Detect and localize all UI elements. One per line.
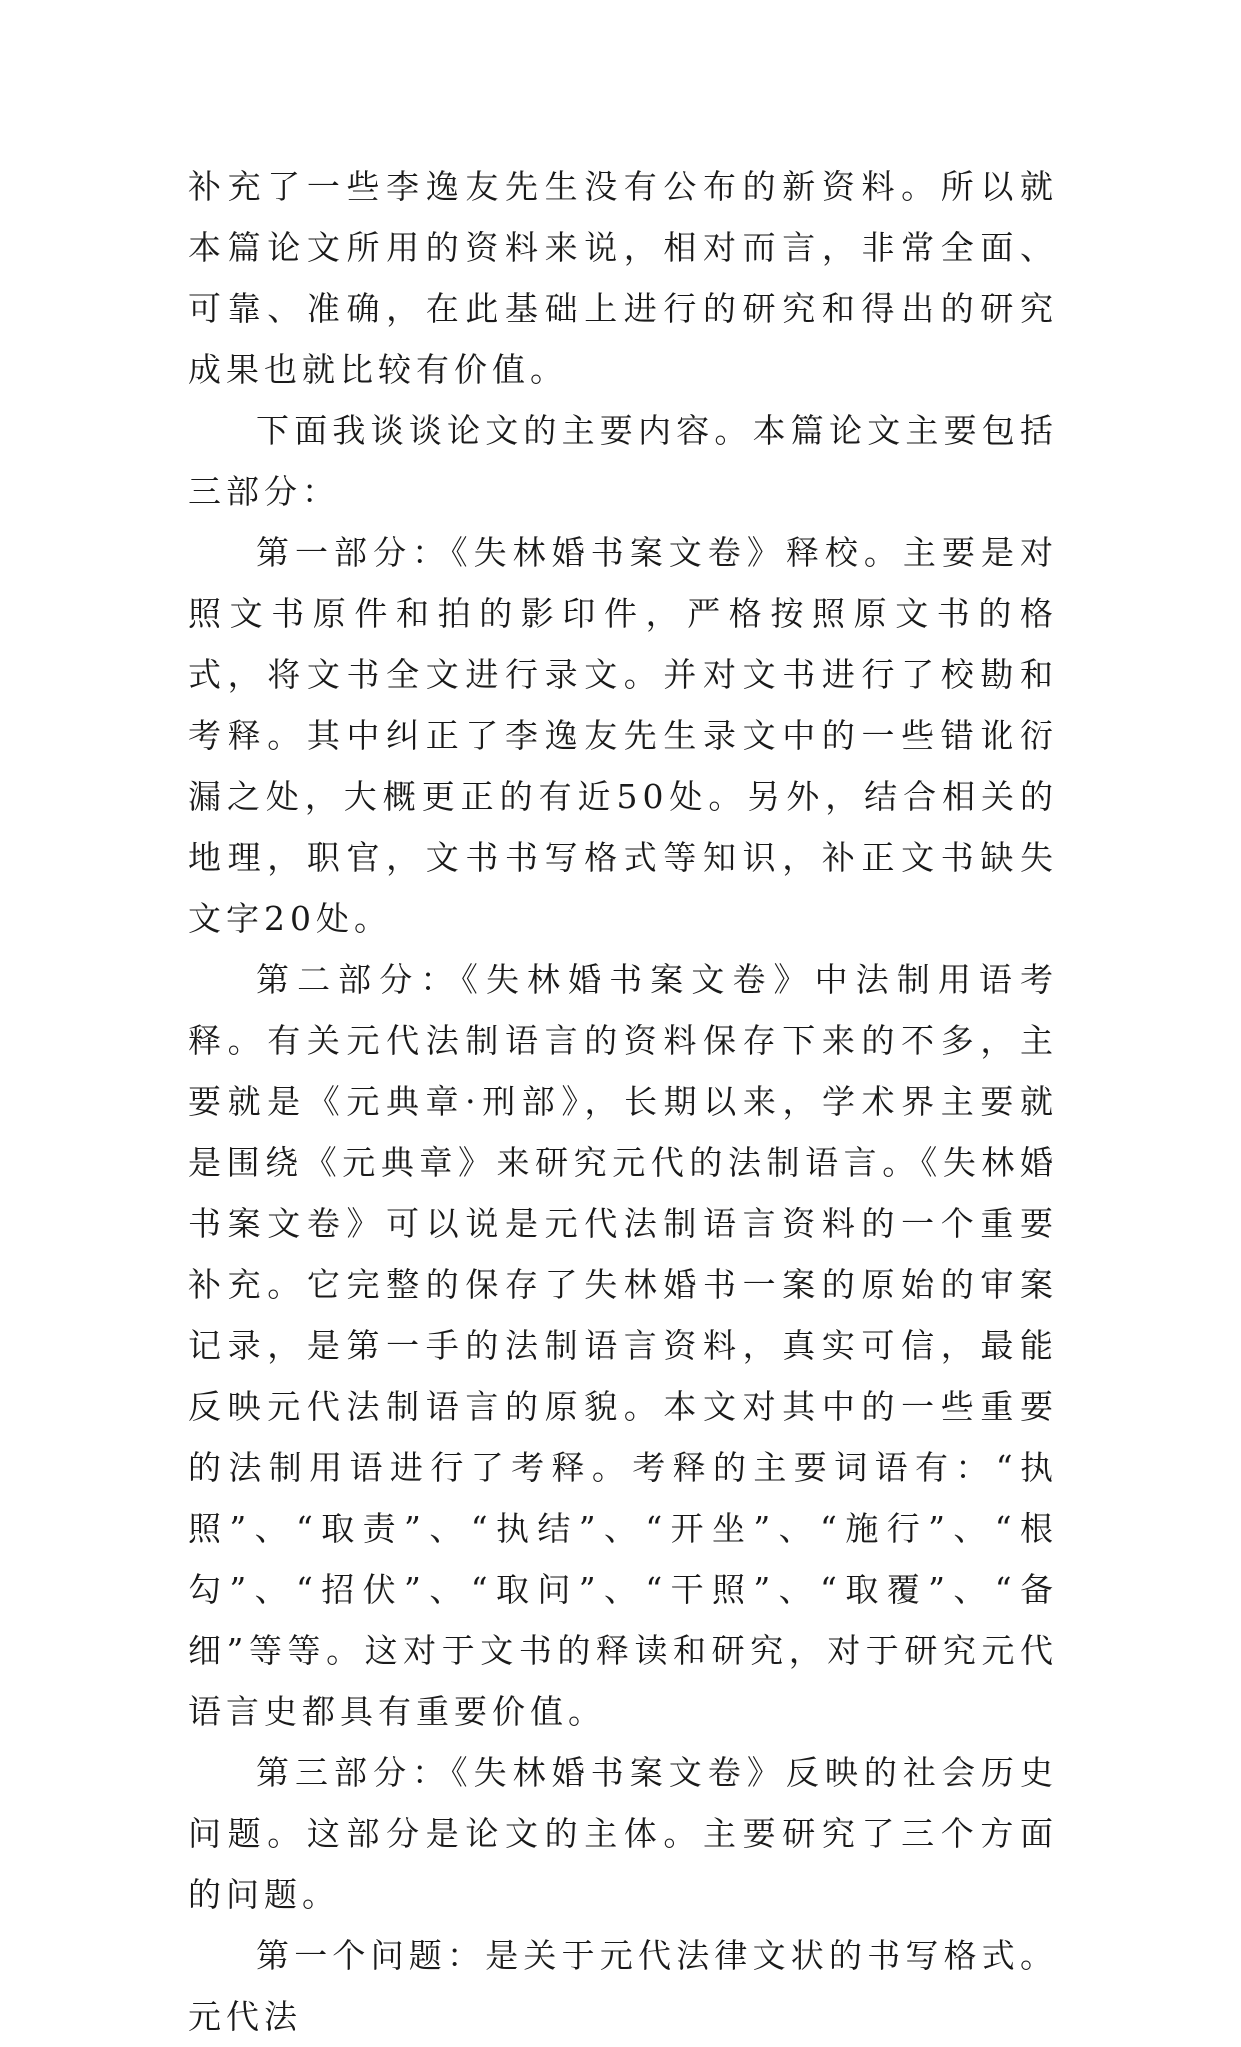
paragraph-3: 第一部分：《失林婚书案文卷》释校。主要是对照文书原件和拍的影印件，严格按照原文书的格式，将文书全文进行录文。并对文书进行了校勘和考释。其中纠正了李逸友先生录文中的一些错讹衍漏之处，大概更正的有近50处。另外，结合相关的地理，职官，文书书写格式等知识，补正文书缺失文字20处。: [188, 533, 1058, 938]
paragraph-4: 第二部分：《失林婚书案文卷》中法制用语考释。有关元代法制语言的资料保存下来的不多，主要就是《元典章·刑部》，长期以来，学术界主要就是围绕《元典章》来研究元代的法制语言。《失林婚书案文卷》可以说是元代法制语言资料的一个重要补充。它完整的保存了失林婚书一案的原始的审案记录，是第一手的法制语言资料，真实可信，最能反映元代法制语言的原貌。本文对其中的一些重要的法制用语进行了考释。考释的主要词语有：“执照”、“取责”、“执结”、“开坐”、“施行”、“根勾”、“招伏”、“取问”、“干照”、“取覆”、“备细”等等。这对于文书的释读和研究，对于研究元代语言史都具有重要价值。: [188, 960, 1058, 1731]
paragraph-6: 第一个问题：是关于元代法律文状的书写格式。元代法: [188, 1936, 1058, 2036]
paragraph-1: 补充了一些李逸友先生没有公布的新资料。所以就本篇论文所用的资料来说，相对而言，非常全面、可靠、准确，在此基础上进行的研究和得出的研究成果也就比较有价值。: [188, 167, 1058, 389]
paragraph-2: 下面我谈谈论文的主要内容。本篇论文主要包括三部分：: [188, 411, 1058, 511]
document-body: [188, 156, 1058, 2047]
paragraph-5: 第三部分：《失林婚书案文卷》反映的社会历史问题。这部分是论文的主体。主要研究了三个方面的问题。: [188, 1753, 1058, 1914]
